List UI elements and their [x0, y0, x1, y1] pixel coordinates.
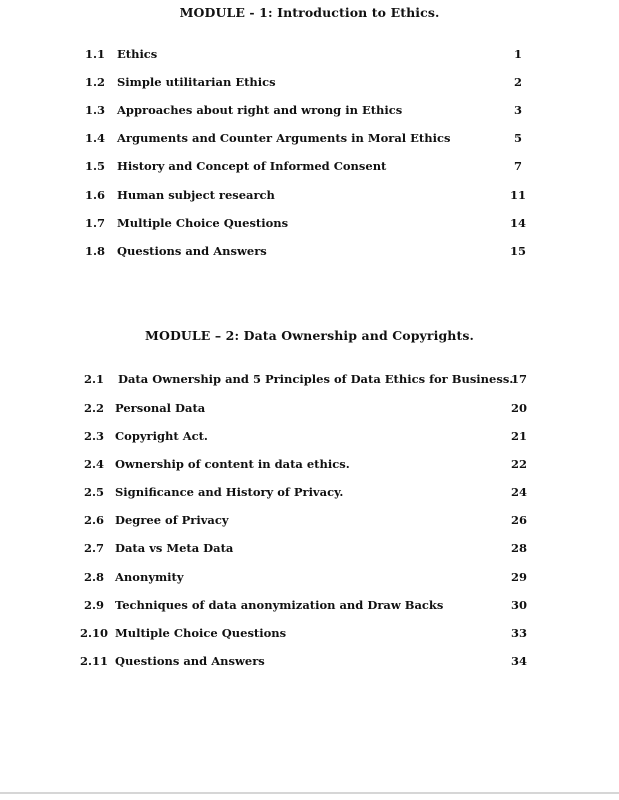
toc-entry[interactable]	[0, 596, 619, 614]
toc-entry-title: Techniques of data anonymization and Draw Backs	[115, 598, 444, 612]
toc-entry-page: 14	[509, 216, 526, 230]
toc-entry-title: Multiple Choice Questions	[117, 216, 289, 230]
toc-entry-page: 20	[510, 401, 527, 415]
toc-entry-title: Data vs Meta Data	[115, 541, 234, 555]
toc-entry-number: 2.11	[80, 654, 109, 668]
toc-entry-number: 2.7	[84, 541, 105, 555]
toc-entry-page: 22	[510, 457, 527, 471]
toc-entry[interactable]	[0, 483, 619, 501]
toc-entry-title: Anonymity	[115, 570, 184, 584]
toc-entry-page: 24	[510, 485, 527, 499]
page-bottom-divider	[0, 792, 619, 794]
toc-entry-number: 2.8	[84, 570, 105, 584]
module-1-heading: MODULE - 1: Introduction to Ethics.	[179, 5, 440, 20]
toc-entry[interactable]	[0, 427, 619, 445]
toc-entry-page: 2	[513, 75, 522, 89]
toc-entry-page: 1	[513, 47, 522, 61]
toc-entry[interactable]	[0, 539, 619, 557]
toc-entry-number: 2.4	[84, 457, 105, 471]
toc-entry-title: Ownership of content in data ethics.	[115, 457, 350, 471]
toc-entry-title: Significance and History of Privacy.	[115, 485, 344, 499]
toc-entry-page: 17	[510, 372, 527, 386]
toc-entry-number: 2.5	[84, 485, 105, 499]
toc-entry-title: Human subject research	[117, 188, 275, 202]
toc-entry-title: Personal Data	[115, 401, 206, 415]
toc-entry-page: 33	[510, 626, 527, 640]
toc-entry-page: 15	[509, 244, 526, 258]
toc-entry[interactable]	[0, 399, 619, 417]
toc-entry-number: 2.6	[84, 513, 105, 527]
toc-entry-title: Ethics	[117, 47, 158, 61]
toc-entry-title: Degree of Privacy	[115, 513, 229, 527]
toc-entry-page: 3	[513, 103, 522, 117]
toc-entry-title: Multiple Choice Questions	[115, 626, 287, 640]
toc-entry-page: 28	[510, 541, 527, 555]
toc-entry-number: 2.3	[84, 429, 105, 443]
toc-entry-page: 5	[513, 131, 522, 145]
toc-entry-page: 21	[510, 429, 527, 443]
toc-entry[interactable]	[0, 455, 619, 473]
toc-entry-number: 2.9	[84, 598, 105, 612]
toc-entry-number: 1.4	[85, 131, 106, 145]
toc-entry-number: 1.1	[85, 47, 106, 61]
toc-entry[interactable]	[0, 511, 619, 529]
toc-entry-number: 1.2	[85, 75, 106, 89]
toc-entry-title: Arguments and Counter Arguments in Moral Ethics	[117, 131, 451, 145]
toc-entry-title: History and Concept of Informed Consent	[117, 159, 387, 173]
toc-entry-number: 1.7	[85, 216, 106, 230]
toc-entry-page: 11	[509, 188, 526, 202]
toc-entry-number: 1.8	[85, 244, 106, 258]
toc-entry-number: 1.6	[85, 188, 106, 202]
toc-entry[interactable]	[0, 624, 619, 642]
toc-entry-page: 30	[510, 598, 527, 612]
toc-entry-page: 7	[513, 159, 522, 173]
toc-entry-title: Approaches about right and wrong in Ethics	[117, 103, 403, 117]
toc-entry[interactable]	[0, 568, 619, 586]
toc-entry-page: 26	[510, 513, 527, 527]
toc-entry-title: Data Ownership and 5 Principles of Data Ethics for Business.	[118, 372, 514, 386]
toc-entry-title: Simple utilitarian Ethics	[117, 75, 276, 89]
module-2-heading: MODULE – 2: Data Ownership and Copyrights.	[145, 328, 474, 343]
toc-entry-page: 29	[510, 570, 527, 584]
toc-entry-title: Questions and Answers	[117, 244, 267, 258]
toc-entry-title: Questions and Answers	[115, 654, 265, 668]
toc-entry-number: 1.5	[85, 159, 106, 173]
toc-entry[interactable]	[0, 652, 619, 670]
toc-entry-page: 34	[510, 654, 527, 668]
toc-entry-number: 2.2	[84, 401, 105, 415]
toc-entry-number: 2.10	[80, 626, 109, 640]
toc-entry-number: 1.3	[85, 103, 106, 117]
toc-entry[interactable]	[0, 370, 619, 388]
toc-entry-number: 2.1	[84, 372, 105, 386]
toc-entry-title: Copyright Act.	[115, 429, 208, 443]
